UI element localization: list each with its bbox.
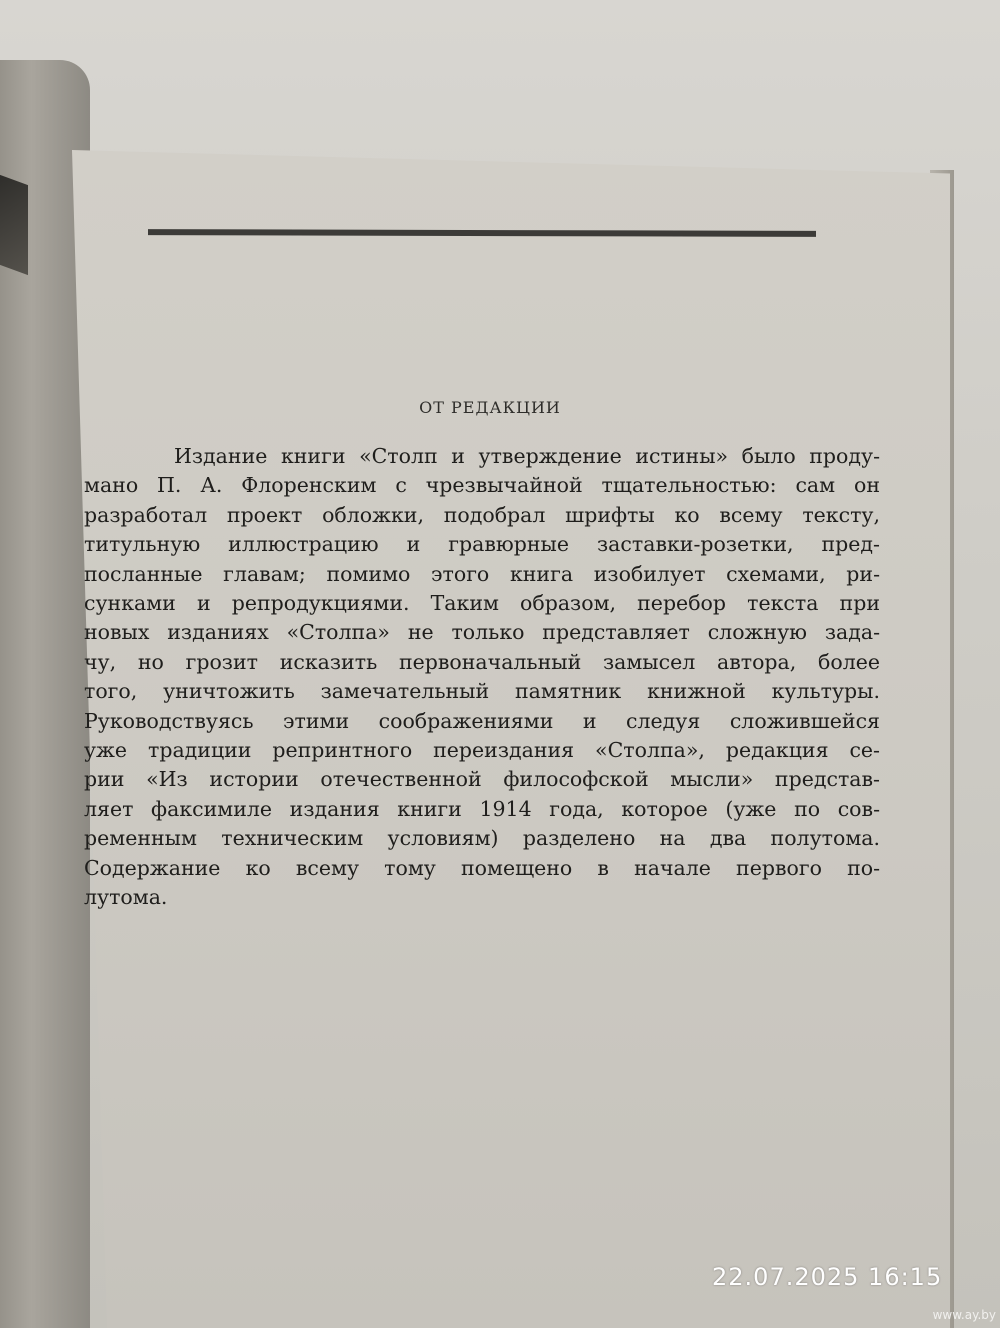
body-text: [84, 442, 880, 913]
text-line: того, уничтожить замечательный памятник книжной культуры.: [84, 679, 880, 704]
text-line: мано П. А. Флоренским с чрезвычайной тщательностью: сам он: [84, 473, 880, 498]
site-watermark: www.ay.by: [932, 1308, 996, 1322]
text-line: ременным техническим условиям) разделено на два полутома.: [84, 826, 880, 851]
text-line: рии «Из истории отечественной философской мысли» представ-: [84, 767, 880, 792]
text-line: уже традиции репринтного переиздания «Столпа», редакция се-: [84, 738, 880, 763]
text-line: Содержание ко всему тому помещено в начале первого по-: [84, 855, 880, 880]
text-line: новых изданиях «Столпа» не только представляет сложную зада-: [84, 620, 880, 645]
text-line: сунками и репродукциями. Таким образом, перебор текста при: [84, 591, 880, 616]
text-line: титульную иллюстрацию и гравюрные заставки-розетки, пред-: [84, 532, 880, 557]
text-line: Руководствуясь этими соображениями и следуя сложившейся: [84, 708, 880, 733]
text-line: Издание книги «Столп и утверждение истины» было проду-: [174, 444, 880, 468]
photo-timestamp: 22.07.2025 16:15: [712, 1263, 943, 1291]
text-line: посланные главам; помимо этого книга изобилует схемами, ри-: [84, 561, 880, 586]
book-cover-corner: [0, 175, 28, 275]
text-line: лутома.: [84, 885, 168, 910]
text-line: разработал проект обложки, подобрал шрифты ко всему тексту,: [84, 502, 880, 527]
section-heading: ОТ РЕДАКЦИИ: [419, 398, 561, 417]
text-line: ляет факсимиле издания книги 1914 года, которое (уже по сов-: [84, 796, 880, 821]
text-line: чу, но грозит исказить первоначальный замысел автора, более: [84, 649, 880, 674]
